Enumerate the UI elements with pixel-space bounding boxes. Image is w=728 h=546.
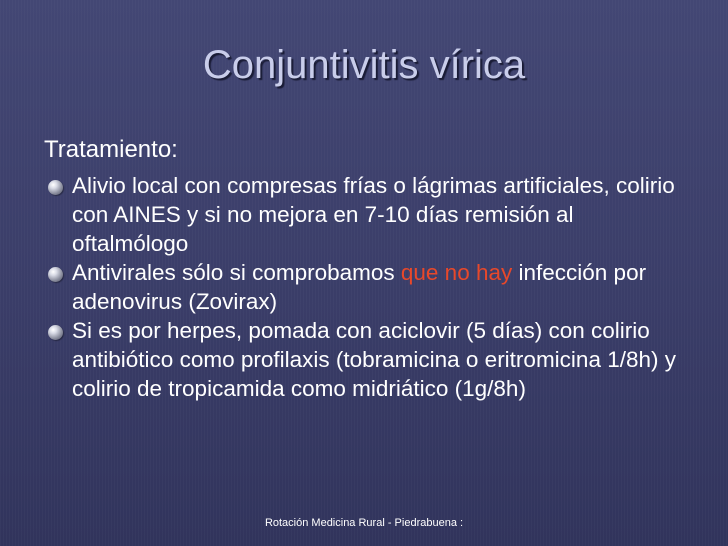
bullet-item-antivirals	[48, 258, 688, 316]
sphere-bullet-icon	[48, 325, 63, 340]
bullet-item-herpes	[48, 316, 688, 403]
bullet-item-local-relief	[48, 171, 688, 258]
bullet-text: Si es por herpes, pomada con aciclovir (5 días) con colirio antibiótico como profilaxis (tobramicina o eritromicina 1/8h) y colirio de tropicamida como midriático (1g/8h)	[72, 318, 676, 401]
sphere-bullet-icon	[48, 180, 63, 195]
highlighted-text: que no hay	[400, 260, 513, 285]
sphere-bullet-icon	[48, 267, 63, 282]
section-label: Tratamiento:	[44, 136, 178, 163]
bullet-text: Alivio local con compresas frías o lágrimas artificiales, colirio con AINES y si no mejora en 7-10 días remisión al oftalmólogo	[72, 173, 675, 256]
slide-title: Conjuntivitis vírica	[202, 43, 526, 87]
footer-text: Rotación Medicina Rural - Piedrabuena :	[264, 517, 464, 529]
bullet-text-before: Antivirales sólo si comprobamos	[72, 260, 401, 285]
bullet-list	[48, 171, 688, 403]
bullet-text-after: infección por adenovirus (Zovirax)	[72, 260, 647, 314]
